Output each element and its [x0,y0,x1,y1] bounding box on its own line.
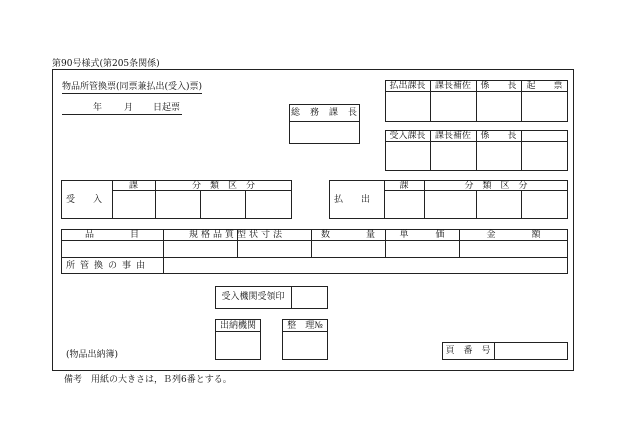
receive-stamp-1: 受入課長 [389,131,426,141]
date-month: 月 [124,103,134,113]
receive-label: 受 入 [66,195,103,205]
col-item: 品 目 [84,230,139,240]
payout-stamp-2: 課長補佐 [434,81,471,91]
receive-stamp-2: 課長補佐 [434,131,471,141]
col-quantity: 数 量 [320,230,375,240]
accepting-stamp-label: 受入機関受領印 [221,292,285,302]
receive-dept-header: 課 [128,181,138,191]
payout-stamp-4: 起 票 [526,81,563,91]
reason-label: 所管換の事由 [66,261,151,271]
payout-stamp-3: 係 長 [480,81,517,91]
receive-stamp-3: 係 長 [480,131,517,141]
remarks: 備考 用紙の大きさは，Ｂ列6番とする。 [64,375,232,385]
receive-class-header: 分 類 区 分 [191,181,255,191]
col-unit-price: 単 価 [399,230,445,240]
date-day: 日起票 [153,103,181,113]
form-title: 物品所管換票(同票兼払出(受入)票) [62,82,203,92]
date-underline [62,114,182,115]
payout-label: 払 出 [334,195,371,205]
payout-stamp-1: 払出課長 [389,81,426,91]
ledger-label: (物品出納簿) [66,350,119,360]
accounting-org-label: 出納機関 [219,321,256,331]
payout-dept-header: 課 [399,181,409,191]
general-chief-label: 総務課長 [290,108,367,118]
col-spec: 規格品質型状寸法 [188,230,285,240]
date-year: 年 [93,103,103,113]
reference-no-label: 整 理№ [287,321,323,331]
page-number-label: 頁 番 号 [445,346,491,356]
payout-class-header: 分 類 区 分 [464,181,528,191]
col-amount: 金 額 [486,230,541,240]
form-number: 第90号様式(第205条関係) [52,59,160,69]
